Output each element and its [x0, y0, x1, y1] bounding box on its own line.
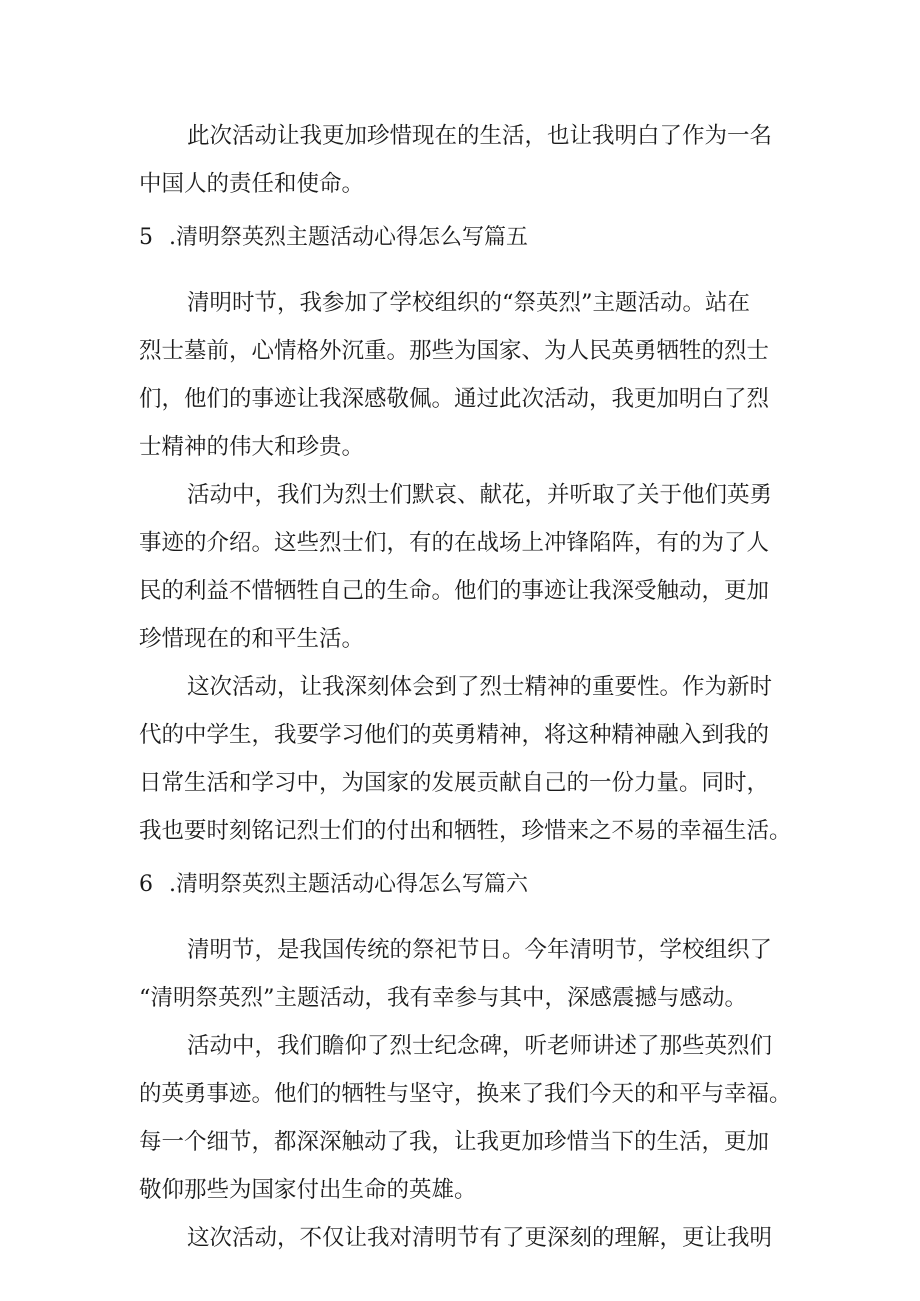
paragraph	[139, 1214, 799, 1262]
text-line: “清明祭英烈”主题活动，我有幸参与其中，深感震撼与感动。	[139, 985, 748, 1011]
text-line: 民的利益不惜牺牲自己的生命。他们的事迹让我深受触动，更加	[139, 578, 770, 604]
text-line: 这次活动，让我深刻体会到了烈士精神的重要性。作为新时	[187, 674, 773, 700]
text-line: 此次活动让我更加珍惜现在的生活，也让我明白了作为一名	[187, 123, 773, 149]
text-line: 清明节，是我国传统的祭祀节日。今年清明节，学校组织了	[187, 937, 773, 963]
heading-text: .清明祭英烈主题活动心得怎么写篇六	[169, 872, 528, 897]
text-line: 活动中，我们为烈士们默哀、献花，并听取了关于他们英勇	[187, 482, 773, 508]
text-line: 清明时节，我参加了学校组织的“祭英烈”主题活动。站在	[187, 290, 751, 316]
heading-number: 5	[139, 225, 153, 250]
paragraph	[139, 1022, 799, 1214]
paragraph	[139, 279, 799, 471]
text-line: 们，他们的事迹让我深感敬佩。通过此次活动，我更加明白了烈	[139, 386, 770, 412]
section-heading-6	[139, 861, 799, 909]
paragraph	[139, 926, 799, 1022]
text-line: 每一个细节，都深深触动了我，让我更加珍惜当下的生活，更加	[139, 1129, 770, 1155]
text-line: 的英勇事迹。他们的牺牲与坚守，换来了我们今天的和平与幸福。	[139, 1081, 792, 1107]
text-line: 活动中，我们瞻仰了烈士纪念碑，听老师讲述了那些英烈们	[187, 1033, 773, 1059]
text-line: 代的中学生，我要学习他们的英勇精神，将这种精神融入到我的	[139, 722, 770, 748]
text-line: 中国人的责任和使命。	[139, 171, 365, 197]
text-line: 士精神的伟大和珍贵。	[139, 434, 365, 460]
heading-number: 6	[139, 872, 153, 897]
section-heading-5	[139, 214, 799, 262]
text-line: 事迹的介绍。这些烈士们，有的在战场上冲锋陷阵，有的为了人	[139, 530, 770, 556]
paragraph	[139, 112, 799, 208]
paragraph	[139, 663, 799, 855]
paragraph	[139, 471, 799, 663]
text-line: 烈士墓前，心情格外沉重。那些为国家、为人民英勇牺牲的烈士	[139, 338, 770, 364]
text-line: 珍惜现在的和平生活。	[139, 626, 365, 652]
heading-text: .清明祭英烈主题活动心得怎么写篇五	[169, 225, 528, 250]
text-line: 敬仰那些为国家付出生命的英雄。	[139, 1177, 477, 1203]
document-body	[139, 112, 799, 1262]
text-line: 日常生活和学习中，为国家的发展贡献自己的一份力量。同时，	[139, 770, 770, 796]
text-line: 我也要时刻铭记烈士们的付出和牺牲，珍惜来之不易的幸福生活。	[139, 818, 792, 844]
text-line: 这次活动，不仅让我对清明节有了更深刻的理解，更让我明	[187, 1225, 773, 1251]
